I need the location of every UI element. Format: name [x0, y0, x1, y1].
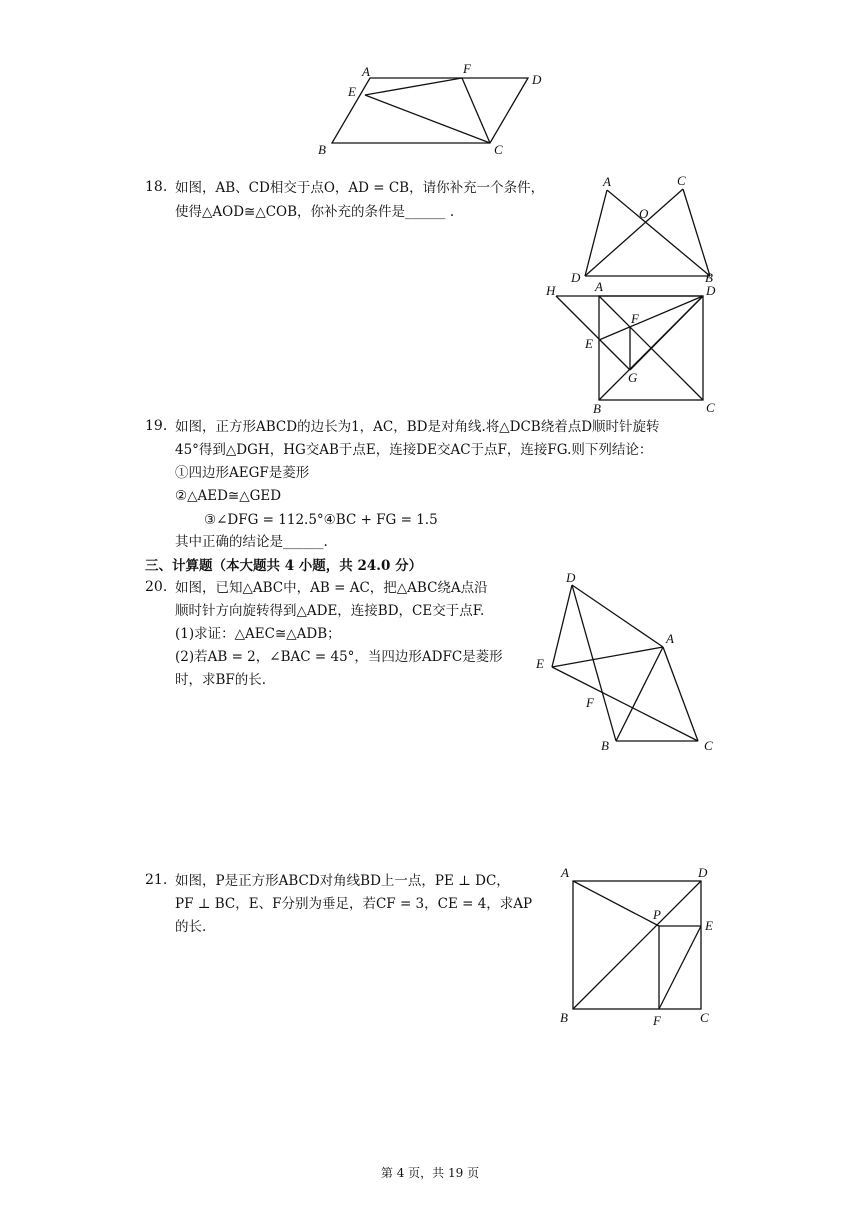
- segment-ac: [663, 647, 698, 741]
- q19-conclusion-2: ②△AED≅△GED: [175, 488, 282, 504]
- q19-text-line1: 如图，正方形ABCD的边长为1，AC，BD是对角线.将△DCB绕着点D顺时针旋转: [175, 419, 660, 435]
- q20-text-line5: 时，求BF的长.: [175, 672, 267, 688]
- segment-ec: [365, 95, 490, 143]
- label-d: D: [706, 283, 716, 298]
- figure-q19: [540, 280, 730, 418]
- q20-text-line2: 顺时针方向旋转得到△ADE，连接BD，CE交于点F.: [175, 603, 485, 619]
- q21-text-line1: 如图，P是正方形ABCD对角线BD上一点，PE ⊥ DC，: [175, 873, 510, 889]
- label-d: D: [698, 865, 708, 880]
- label-e: E: [348, 84, 356, 99]
- q19-number: 19.: [145, 418, 168, 434]
- label-b: B: [601, 738, 609, 753]
- segment-cb: [683, 189, 710, 276]
- label-e: E: [705, 918, 713, 933]
- figure-q20: [528, 568, 728, 758]
- label-f: F: [586, 695, 594, 710]
- figure-parallelogram: [310, 60, 560, 160]
- segment-ab: [616, 647, 663, 741]
- label-c: C: [700, 1010, 709, 1025]
- segment-bd: [572, 585, 616, 741]
- q20-text-line3: (1)求证：△AEC≅△ADB；: [175, 626, 341, 642]
- segment-ce: [552, 667, 698, 741]
- segment-ef: [659, 926, 701, 1009]
- segment-bd: [573, 881, 701, 1009]
- q21-text-line3: 的长.: [175, 919, 207, 935]
- q21-text-line2: PF ⊥ BC，E、F分别为垂足，若CF = 3，CE = 4，求AP: [175, 896, 533, 912]
- label-f: F: [653, 1013, 661, 1028]
- q18-text-line1: 如图，AB、CD相交于点O，AD = CB，请你补充一个条件，: [175, 180, 545, 196]
- label-b: B: [593, 401, 601, 416]
- label-p: P: [653, 907, 661, 922]
- segment-dg: [630, 296, 703, 370]
- q19-answer-prompt: 其中正确的结论是______.: [175, 534, 328, 550]
- q20-text-line4: (2)若AB = 2，∠BAC = 45°，当四边形ADFC是菱形: [175, 649, 503, 665]
- segment-da: [585, 190, 607, 276]
- label-g: G: [628, 370, 638, 385]
- segment-ab: [607, 190, 710, 276]
- segment-da: [572, 585, 663, 647]
- q19-text-line2: 45°得到△DGH，HG交AB于点E，连接DE交AC于点F，连接FG.则下列结论：: [175, 442, 653, 458]
- q20-number: 20.: [145, 579, 168, 595]
- label-a: A: [561, 865, 569, 880]
- label-f: F: [631, 311, 639, 326]
- q18-number: 18.: [145, 179, 168, 195]
- label-b: B: [318, 142, 326, 157]
- q19-conclusion-1: ①四边形AEGF是菱形: [175, 465, 310, 481]
- label-o: O: [639, 206, 649, 221]
- label-a: A: [603, 174, 611, 189]
- label-b: B: [560, 1010, 568, 1025]
- q20-text-line1: 如图，已知△ABC中，AB = AC，把△ABC绕A点沿: [175, 580, 488, 596]
- label-d: D: [532, 72, 542, 87]
- label-e: E: [536, 656, 544, 671]
- label-c: C: [704, 738, 713, 753]
- q18-text-line2: 使得△AOD≅△COB，你补充的条件是______ .: [175, 204, 455, 220]
- label-f: F: [463, 61, 471, 76]
- page-footer: 第 4 页，共 19 页: [380, 1166, 480, 1180]
- label-c: C: [677, 173, 686, 188]
- segment-cd: [585, 189, 683, 276]
- label-e: E: [585, 336, 593, 351]
- label-a: A: [595, 280, 603, 294]
- segment-de: [599, 296, 703, 340]
- q21-number: 21.: [145, 872, 168, 888]
- segment-hg: [556, 296, 630, 370]
- segment-ap: [573, 881, 659, 926]
- label-c: C: [706, 400, 715, 415]
- figure-q18: [565, 172, 725, 284]
- label-c: C: [494, 142, 503, 157]
- segment-ed: [552, 585, 572, 667]
- label-d: D: [571, 270, 581, 284]
- label-a: A: [362, 64, 370, 79]
- label-b: B: [705, 270, 713, 284]
- q19-conclusion-3-4: ③∠DFG = 112.5°④BC + FG = 1.5: [204, 512, 438, 528]
- parallelogram-abcd: [332, 78, 528, 143]
- figure-q21: [555, 862, 725, 1032]
- label-h: H: [546, 283, 556, 298]
- label-d: D: [566, 570, 576, 585]
- segment-ea: [552, 647, 663, 667]
- label-a: A: [666, 631, 674, 646]
- segment-ef: [365, 78, 462, 95]
- section-3-title: 三、计算题（本大题共 4 小题，共 24.0 分）: [145, 558, 423, 574]
